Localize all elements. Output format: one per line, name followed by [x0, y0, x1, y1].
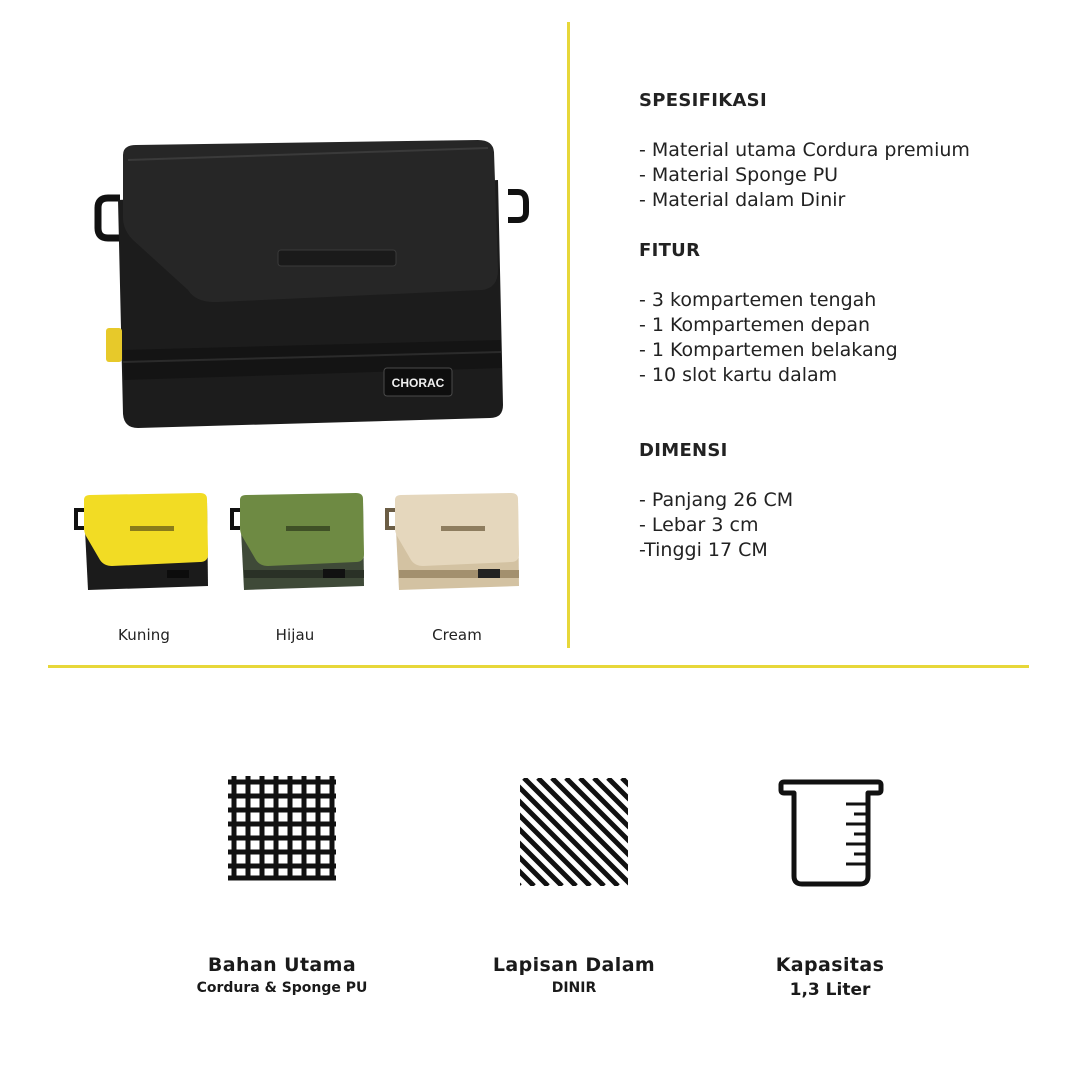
fitur-item: - 1 Kompartemen depan: [639, 314, 871, 336]
fitur-item: - 3 kompartemen tengah: [639, 289, 877, 311]
spec-item: - Material utama Cordura premium: [639, 139, 970, 161]
dimensi-item: - Lebar 3 cm: [639, 514, 759, 536]
spec-item: - Material Sponge PU: [639, 164, 839, 186]
diagonal-lining-icon: [520, 778, 628, 886]
beaker-icon: [778, 776, 884, 888]
fitur-section: [639, 238, 898, 388]
variant-thumb-hijau: [228, 490, 373, 595]
feature-subtitle-lapisan: DINIR: [551, 980, 597, 996]
feature-title-bahan: Bahan Utama: [207, 954, 357, 976]
fitur-heading: FITUR: [639, 240, 701, 261]
feature-title-kapasitas: Kapasitas: [775, 954, 885, 976]
variant-label-kuning: Kuning: [118, 626, 170, 644]
spec-item: - Material dalam Dinir: [639, 189, 846, 211]
fitur-list: [639, 288, 898, 388]
horizontal-divider: [48, 665, 1029, 668]
spesifikasi-list: [639, 138, 970, 213]
fitur-item: - 10 slot kartu dalam: [639, 364, 838, 386]
dimensi-item: - Panjang 26 CM: [639, 489, 794, 511]
brand-label: CHORAC: [391, 376, 445, 390]
variant-thumb-cream: [383, 490, 528, 595]
variant-thumb-kuning: [72, 490, 217, 595]
variant-label-cream: Cream: [432, 626, 482, 644]
dimensi-item: -Tinggi 17 CM: [639, 539, 768, 561]
spesifikasi-heading: SPESIFIKASI: [639, 90, 767, 111]
dimensi-list: [639, 488, 793, 563]
fitur-item: - 1 Kompartemen belakang: [639, 339, 898, 361]
feature-subtitle-bahan: Cordura & Sponge PU: [196, 980, 368, 996]
variant-label-hijau: Hijau: [275, 626, 315, 644]
dimensi-section: [639, 438, 793, 563]
feature-title-lapisan: Lapisan Dalam: [492, 954, 656, 976]
feature-subtitle-kapasitas: 1,3 Liter: [789, 980, 871, 1000]
dimensi-heading: DIMENSI: [639, 440, 728, 461]
spesifikasi-section: [639, 88, 970, 213]
product-image-black: [78, 140, 533, 440]
grid-fabric-icon: [226, 772, 338, 884]
vertical-divider: [567, 22, 570, 648]
